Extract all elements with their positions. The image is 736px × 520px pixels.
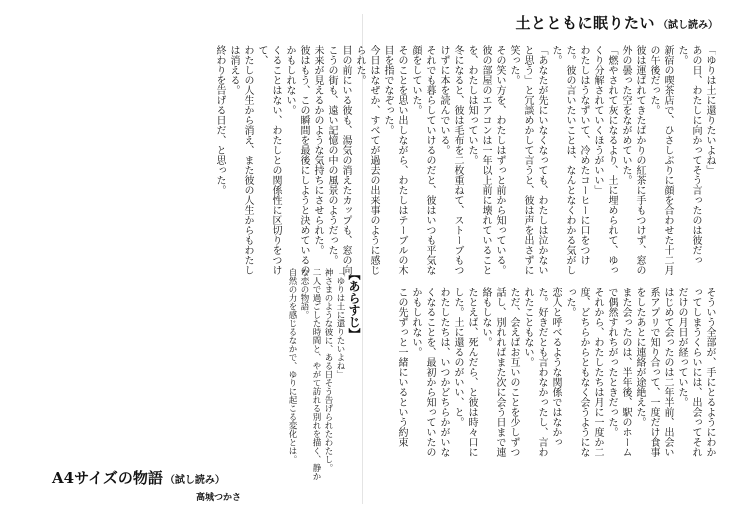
story-line: また会ったのは、半年後、駅のホームで偶然すれちがったときだった。	[606, 287, 631, 457]
story-title	[515, 15, 718, 31]
story-line: 未来が見えるかのような気持ちにさせられた。	[312, 45, 323, 255]
story-line: そういう全部が、手にとるようにわかってしまうくらいには、出会ってそれだけの月日が経っていた。	[676, 287, 715, 457]
synopsis-line: 自然の力を感じるなかで、ゆりに起こる変化とは。	[287, 268, 297, 464]
story-line: 終わりを告げる日だ、と思った。	[214, 45, 225, 195]
story-line: 今日はなぜか、すべてが過去の出来事のように感じられた。	[354, 45, 379, 275]
story-line: あの日、わたしに向かってそう言ったのは彼だった。	[676, 45, 701, 265]
story-line: 彼はもう、この瞬間を最後にしようと決めているのかもしれない。	[284, 45, 309, 275]
synopsis-line: 神さまのような彼に、ある日そう告げられたわたし。	[323, 268, 333, 472]
book-title-note: （試し読み）	[164, 475, 225, 486]
story-line: 彼の部屋のエアコンは一年以上前に壊れていることを、わたしは知っていた。	[466, 45, 491, 275]
story-line: はじめて会ったのは二年半前、出会い系アプリで知り合って、一度だけ食事をしたあとに連絡が途絶えた。	[634, 287, 673, 457]
book-title-main: A4サイズの物語	[52, 469, 163, 487]
author-name: 高城つかさ	[196, 493, 242, 503]
story-text-top-block	[120, 45, 716, 277]
synopsis-line: 「ゆりは土に還りたいよね」	[335, 268, 345, 379]
synopsis-heading: 【あらすじ】	[347, 268, 361, 340]
story-line: 新宿の喫茶店で、ひさしぶりに顔を合わせた十二月の午後だった。	[648, 45, 673, 275]
story-line: くることはない、わたしとの関係性に区切りをつけて、	[256, 45, 281, 275]
synopsis-box	[240, 268, 362, 488]
story-text-bottom-block	[394, 287, 716, 463]
story-line: 恋人と呼べるような関係ではなかった。好きだとも言わなかったし、言われたこともない。	[522, 287, 561, 457]
story-line: わたしはうなずいて、冷めたコーヒーに口をつけた。彼の言いたいことは、なんとなくわかる気がした。	[550, 45, 589, 275]
story-line: それから、わたしたちは月に一度か二度、どちらからともなく会うようになった。	[564, 287, 603, 457]
story-line: 「ゆりは土に還りたいよね」	[704, 45, 715, 175]
story-line: 「燃やされて灰になるより、土に埋められて、ゆっくり分解されていくほうがいい」	[592, 45, 617, 275]
story-line: そのことを思い出しながら、わたしはテーブルの木目を指でなぞった。	[382, 45, 407, 275]
story-line: ただ、会えばお互いのことを少しずつ話し、別れればまた次に会う日まで連絡もしない。	[480, 287, 519, 457]
story-line: 冬になると、彼は毛布を二枚重ねて、ストーブもつけずに本を読んでいる。	[438, 45, 463, 275]
story-line: たとえば、死んだら、と彼は時々口にした。土に還るのがいい、と。	[452, 287, 477, 457]
book-title	[52, 470, 225, 486]
story-line: 彼は運ばれてきたばかりの紅茶に手もつけず、窓の外の曇った空をながめていた。	[620, 45, 645, 275]
story-line: 目の前にいる彼も、湯気の消えたカップも、窓の向こうの街も、遠い記憶の中の風景のようだった。	[326, 45, 351, 275]
story-line: それでも暮らしていけるのだと、彼はいつも平気な顔をしていた。	[410, 45, 435, 275]
story-line: 「あなたが先にいなくなっても、わたしは泣かないと思う」と冗談めかして言うと、彼は声を出さずに笑った。	[508, 45, 547, 275]
story-title-note: （試し読み）	[658, 20, 718, 31]
story-line: わたしの人生から消え、また彼の人生からもわたしは消える。	[228, 45, 253, 275]
story-title-main: 土とともに眠りたい	[515, 14, 655, 32]
story-line: わたしたちは、いつかどちらかがいなくなることを、最初から知っていたのかもしれない。	[410, 287, 449, 457]
synopsis-line: 二人で過ごした時間と、やがて訪れる別れを描く、静かな恋の物語。	[299, 268, 321, 481]
story-line: その笑い方を、わたしはずっと前から知っている。	[494, 45, 505, 275]
story-line: この先ずっと一緒にいるという約束	[396, 287, 407, 447]
